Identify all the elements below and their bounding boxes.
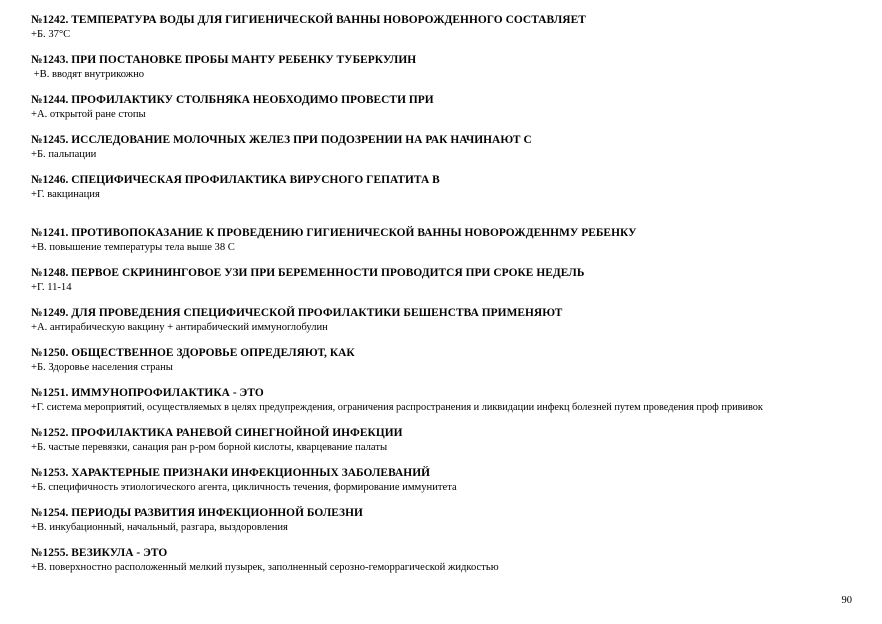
- question-answer: +Б. Здоровье населения страны: [31, 362, 173, 373]
- question-1245: [31, 133, 871, 161]
- question-1244: [31, 93, 871, 121]
- question-1250: [31, 346, 871, 374]
- question-1242: [31, 13, 871, 41]
- question-1252: [31, 426, 871, 454]
- question-title: №1253. ХАРАКТЕРНЫЕ ПРИЗНАКИ ИНФЕКЦИОННЫХ ЗАБОЛЕВАНИЙ: [31, 467, 431, 479]
- question-title: №1251. ИММУНОПРОФИЛАКТИКА - ЭТО: [31, 387, 264, 399]
- question-title: №1254. ПЕРИОДЫ РАЗВИТИЯ ИНФЕКЦИОННОЙ БОЛЕЗНИ: [31, 507, 363, 519]
- question-1249: [31, 306, 871, 334]
- question-1253: [31, 466, 871, 494]
- question-answer: +В. инкубационный, начальный, разгара, выздоровления: [31, 522, 288, 533]
- question-answer: +Б. 37°С: [31, 29, 71, 40]
- question-title: №1244. ПРОФИЛАКТИКУ СТОЛБНЯКА НЕОБХОДИМО ПРОВЕСТИ ПРИ: [31, 94, 434, 106]
- question-answer: +В. повышение температуры тела выше 38 С: [31, 242, 235, 253]
- question-title: №1241. ПРОТИВОПОКАЗАНИЕ К ПРОВЕДЕНИЮ ГИГИЕНИЧЕСКОЙ ВАННЫ НОВОРОЖДЕННМУ РЕБЕНКУ: [31, 227, 637, 239]
- question-title: №1246. СПЕЦИФИЧЕСКАЯ ПРОФИЛАКТИКА ВИРУСНОГО ГЕПАТИТА В: [31, 174, 440, 186]
- question-title: №1249. ДЛЯ ПРОВЕДЕНИЯ СПЕЦИФИЧЕСКОЙ ПРОФИЛАКТИКИ БЕШЕНСТВА ПРИМЕНЯЮТ: [31, 307, 563, 319]
- page-number: 90: [841, 595, 852, 606]
- question-answer: +Г. 11-14: [31, 282, 72, 293]
- question-answer: +В. поверхностно расположенный мелкий пузырек, заполненный серозно-геморрагической жидкостью: [31, 562, 499, 573]
- question-answer: +Г. вакцинация: [31, 189, 100, 200]
- question-1251: [31, 386, 871, 414]
- question-answer: +А. открытой ране стопы: [31, 109, 146, 120]
- question-1243: [31, 53, 871, 81]
- question-title: №1242. ТЕМПЕРАТУРА ВОДЫ ДЛЯ ГИГИЕНИЧЕСКОЙ ВАННЫ НОВОРОЖДЕННОГО СОСТАВЛЯЕТ: [31, 14, 586, 26]
- question-title: №1255. ВЕЗИКУЛА - ЭТО: [31, 547, 168, 559]
- question-title: №1245. ИССЛЕДОВАНИЕ МОЛОЧНЫХ ЖЕЛЕЗ ПРИ ПОДОЗРЕНИИ НА РАК НАЧИНАЮТ С: [31, 134, 532, 146]
- question-1255: [31, 546, 871, 574]
- question-answer: +А. антирабическую вакцину + антирабический иммуноглобулин: [31, 322, 328, 333]
- question-answer: +Б. специфичность этиологического агента, цикличность течения, формирование иммунитета: [31, 482, 457, 493]
- question-title: №1252. ПРОФИЛАКТИКА РАНЕВОЙ СИНЕГНОЙНОЙ ИНФЕКЦИИ: [31, 427, 403, 439]
- question-answer: +Б. частые перевязки, санация ран р-ром борной кислоты, кварцевание палаты: [31, 442, 388, 453]
- question-title: №1243. ПРИ ПОСТАНОВКЕ ПРОБЫ МАНТУ РЕБЕНКУ ТУБЕРКУЛИН: [31, 54, 417, 66]
- question-answer: +Б. пальпации: [31, 149, 97, 160]
- question-1246: [31, 173, 871, 201]
- question-answer: +В. вводят внутрикожно: [31, 69, 145, 80]
- question-title: №1250. ОБЩЕСТВЕННОЕ ЗДОРОВЬЕ ОПРЕДЕЛЯЮТ, КАК: [31, 347, 355, 359]
- question-1254: [31, 506, 871, 534]
- question-1241: [31, 226, 871, 254]
- question-1248: [31, 266, 871, 294]
- question-answer: +Г. система мероприятий, осуществляемых в целях предупреждения, ограничения распространения и ликвидации инфекц болезней путем проведения проф прививок: [31, 402, 763, 413]
- question-title: №1248. ПЕРВОЕ СКРИНИНГОВОЕ УЗИ ПРИ БЕРЕМЕННОСТИ ПРОВОДИТСЯ ПРИ СРОКЕ НЕДЕЛЬ: [31, 267, 585, 279]
